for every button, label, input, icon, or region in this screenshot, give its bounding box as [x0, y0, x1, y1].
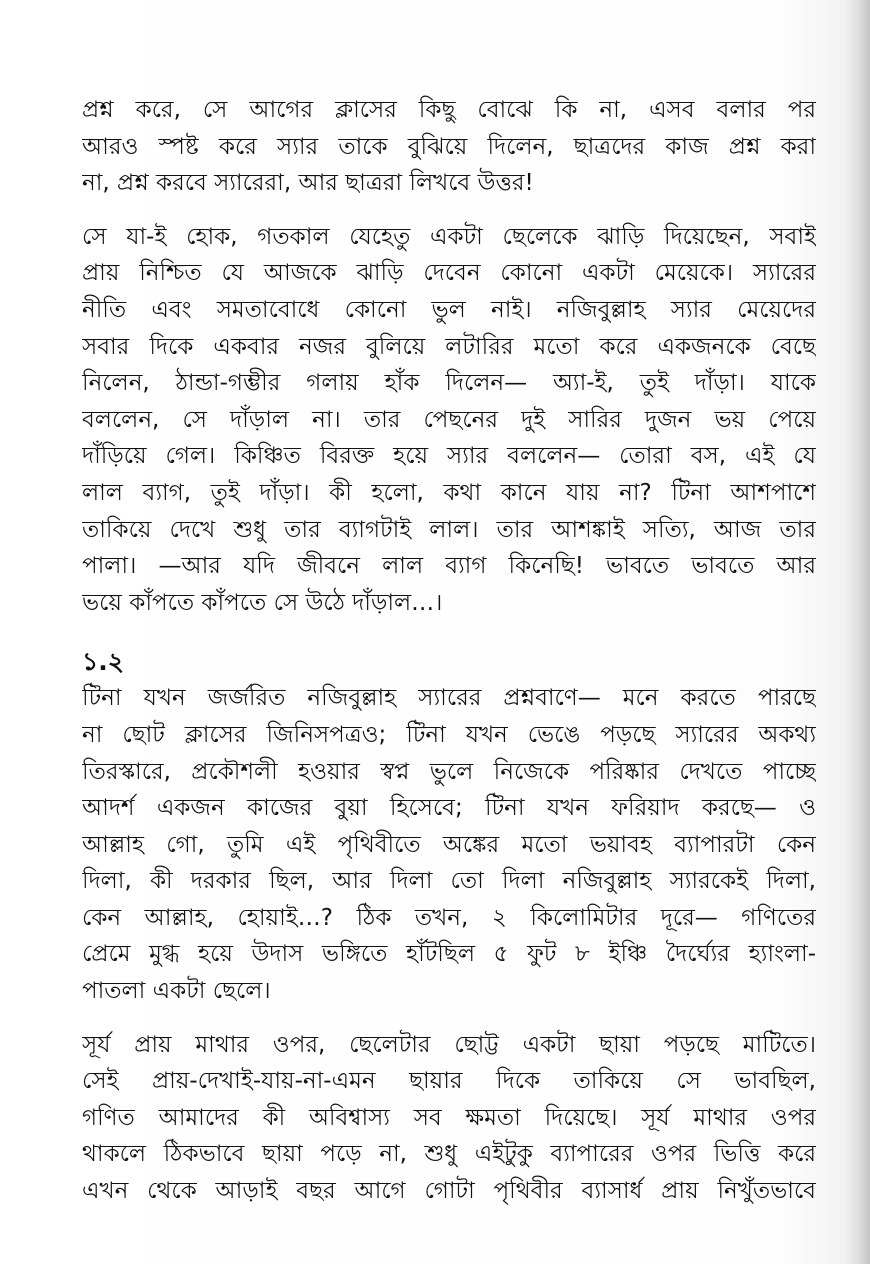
- page-spine-shadow: [844, 0, 870, 1264]
- text-line: প্রশ্ন করে, সে আগের ক্লাসের কিছু বোঝে কি না, এসব বলার পর: [82, 97, 816, 123]
- text-line: না ছোট ক্লাসের জিনিসপত্রও; টিনা যখন ভেঙে পড়ছে স্যারের অকথ্য: [82, 721, 816, 748]
- text-line: সূর্য প্রায় মাথার ওপর, ছেলেটার ছোট্ট একটা ছায়া পড়ছে মাটিতে।: [82, 1031, 816, 1058]
- text-line: লাল ব্যাগ, তুই দাঁড়া। কী হলো, কথা কানে যায় না? টিনা আশপাশে: [82, 479, 816, 506]
- text-line: সেই প্রায়-দেখাই-যায়-না-এমন ছায়ার দিকে তাকিয়ে সে ভাবছিল,: [82, 1068, 816, 1095]
- text-line: ভয়ে কাঁপতে কাঁপতে সে উঠে দাঁড়াল…।: [82, 589, 443, 616]
- text-line: প্রেমে মুগ্ধ হয়ে উদাস ভঙ্গিতে হাঁটছিল ৫ ফুট ৮ ইঞ্চি দৈর্ঘ্যের হ্যাংলা-: [82, 941, 816, 968]
- section-paragraph-2: [82, 1027, 816, 1210]
- text-line: নিলেন, ঠান্ডা-গম্ভীর গলায় হাঁক দিলেন— অ্যা-ই, তুই দাঁড়া। যাকে: [82, 370, 816, 397]
- section-paragraph-1: [82, 680, 816, 1009]
- paragraph-gap: [82, 1010, 816, 1027]
- paragraph-2: [82, 219, 816, 622]
- text-line: আরও স্পষ্ট করে স্যার তাকে বুঝিয়ে দিলেন, ছাত্রদের কাজ প্রশ্ন করা: [82, 133, 816, 160]
- text-column: [82, 92, 816, 1210]
- section-number: ১.২: [82, 647, 124, 677]
- text-line: দিলা, কী দরকার ছিল, আর দিলা তো দিলা নজিবুল্লাহ স্যারকেই দিলা,: [82, 868, 816, 895]
- text-line: টিনা যখন জর্জরিত নজিবুল্লাহ স্যারের প্রশ্নবাণে— মনে করতে পারছে: [82, 685, 816, 712]
- text-line: তাকিয়ে দেখে শুধু তার ব্যাগটাই লাল। তার আশঙ্কাই সত্যি, আজ তার: [82, 516, 816, 543]
- text-line: কেন আল্লাহ, হোয়াই…? ঠিক তখন, ২ কিলোমিটার দূরে— গণিতের: [82, 904, 816, 931]
- paragraph-gap: [82, 621, 816, 638]
- text-line: সে যা-ই হোক, গতকাল যেহেতু একটা ছেলেকে ঝাড়ি দিয়েছেন, সবাই: [82, 223, 816, 250]
- text-line: বললেন, সে দাঁড়াল না। তার পেছনের দুই সারির দুজন ভয় পেয়ে: [82, 406, 816, 433]
- paragraph-gap: [82, 202, 816, 219]
- text-line: প্রায় নিশ্চিত যে আজকে ঝাড়ি দেবেন কোনো একটা মেয়েকে। স্যারের: [82, 260, 816, 287]
- text-line: থাকলে ঠিকভাবে ছায়া পড়ে না, শুধু এইটুকু ব্যাপারের ওপর ভিত্তি করে: [82, 1141, 816, 1168]
- text-line: নীতি এবং সমতাবোধে কোনো ভুল নাই। নজিবুল্লাহ স্যার মেয়েদের: [82, 296, 816, 323]
- text-line: না, প্রশ্ন করবে স্যারেরা, আর ছাত্ররা লিখবে উত্তর!: [82, 170, 534, 197]
- paragraph-1: [82, 92, 816, 202]
- text-line: আল্লাহ গো, তুমি এই পৃথিবীতে অঙ্কের মতো ভয়াবহ ব্যাপারটা কেন: [82, 831, 816, 858]
- text-line: সবার দিকে একবার নজর বুলিয়ে লটারির মতো করে একজনকে বেছে: [82, 333, 816, 360]
- text-line: এখন থেকে আড়াই বছর আগে গোটা পৃথিবীর ব্যাসার্ধ প্রায় নিখুঁতভাবে: [82, 1178, 816, 1205]
- text-line: পালা। —আর যদি জীবনে লাল ব্যাগ কিনেছি! ভাবতে ভাবতে আর: [82, 553, 816, 580]
- text-line: দাঁড়িয়ে গেল। কিঞ্চিত বিরক্ত হয়ে স্যার বললেন— তোরা বস, এই যে: [82, 443, 816, 470]
- text-line: গণিত আমাদের কী অবিশ্বাস্য সব ক্ষমতা দিয়েছে। সূর্য মাথার ওপর: [82, 1104, 816, 1131]
- text-line: পাতলা একটা ছেলে।: [82, 978, 271, 1005]
- text-line: তিরস্কারে, প্রকৌশলী হওয়ার স্বপ্ন ভুলে নিজেকে পরিষ্কার দেখতে পাচ্ছে: [82, 758, 816, 785]
- text-line: আদর্শ একজন কাজের বুয়া হিসেবে; টিনা যখন ফরিয়াদ করছে— ও: [82, 795, 816, 822]
